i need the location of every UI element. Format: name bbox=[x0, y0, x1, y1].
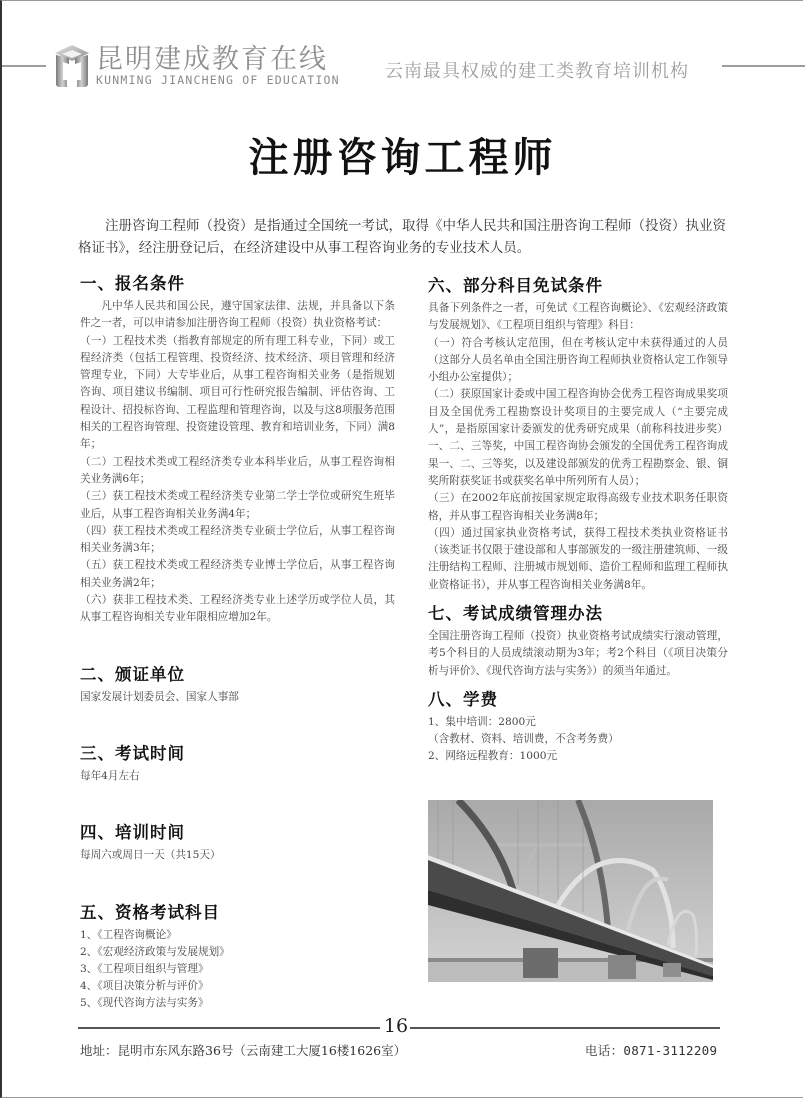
page-number: 16 bbox=[383, 1015, 409, 1037]
tuition-list bbox=[428, 714, 728, 766]
exemption-item: （一）符合考核认定范围，但在考核认定中未获得通过的人员（这部分人员名单由全国注册咨询工程师执业资格认定工作领导小组办公室提供）； bbox=[428, 336, 728, 384]
section-tuition bbox=[428, 686, 728, 766]
tuition-item: 1、集中培训：2800元 bbox=[428, 715, 536, 728]
section-registration bbox=[80, 270, 395, 627]
section-issuer bbox=[80, 661, 395, 706]
section-title: 六、部分科目免试条件 bbox=[428, 276, 603, 295]
exemption-item: （二）获原国家计委或中国工程咨询协会优秀工程咨询成果奖项目及全国优秀工程勘察设计奖项目的主要完成人（“主要完成人”，是指原国家计委颁发的优秀研究成果（前称科技进步奖）一、二、三等奖，中国工程咨询协会颁发的全国优秀工程咨询成果一、二、三等奖，以及建设部颁发的优秀工程勘察金、银、铜奖所附获奖证书或获奖名单中所列所有人员）； bbox=[428, 388, 728, 487]
section-title: 七、考试成绩管理办法 bbox=[428, 604, 603, 624]
tuition-item: （含教材、资料、培训费，不含考务费） bbox=[428, 733, 619, 746]
section-title: 四、培训时间 bbox=[80, 823, 185, 843]
right-column bbox=[428, 272, 728, 766]
section-text: 全国注册咨询工程师（投资）执业资格考试成绩实行滚动管理，考5个科目的人员成绩滚动期为3年；考2个科目（《项目决策分析与评价》、《现代咨询方法与实务》）的须当年通过。 bbox=[428, 630, 728, 677]
brand-name-en: KUNMING JIANCHENG OF EDUCATION bbox=[96, 73, 340, 87]
section-exam-time bbox=[80, 740, 395, 785]
subject-item: 5、《现代咨询方法与实务》 bbox=[80, 997, 209, 1010]
section-exam-subjects bbox=[80, 899, 395, 1013]
page-title: 注册咨询工程师 bbox=[248, 134, 557, 181]
section-exemption bbox=[428, 272, 728, 594]
footer-phone: 电话：0871-3112209 bbox=[585, 1043, 718, 1058]
subject-item: 3、《工程项目组织与管理》 bbox=[80, 962, 209, 975]
section-text: 每周六或周日一天（共15天） bbox=[80, 849, 221, 862]
jc-cube-logo-icon bbox=[53, 44, 91, 88]
subject-item: 4、《项目决策分析与评价》 bbox=[80, 980, 209, 993]
section-title: 五、资格考试科目 bbox=[80, 902, 220, 922]
header-rule-right bbox=[722, 65, 805, 67]
section-training-time bbox=[80, 819, 395, 864]
subject-item: 2、《宏观经济政策与发展规划》 bbox=[80, 945, 230, 958]
footer-address: 地址：昆明市东风东路36号（云南建工大厦16楼1626室） bbox=[80, 1043, 407, 1058]
section-title: 三、考试时间 bbox=[80, 743, 185, 763]
header-rule-left bbox=[2, 65, 46, 67]
left-column bbox=[80, 270, 395, 1013]
subject-item: 1、《工程咨询概论》 bbox=[80, 928, 177, 941]
condition-item: （三）获工程技术类或工程经济类专业第二学士学位或研究生班毕业后，从事工程咨询相关业务满4年； bbox=[80, 490, 395, 520]
exemption-item: （三）在2002年底前按国家规定取得高级专业技术职务任职资格，并从事工程咨询相关业务满8年； bbox=[428, 492, 728, 522]
header-slogan: 云南最具权威的建工类教育培训机构 bbox=[385, 61, 689, 82]
condition-item: （五）获工程技术类或工程经济类专业博士学位后，从事工程咨询相关业务满2年； bbox=[80, 559, 395, 589]
intro-paragraph: 注册咨询工程师（投资）是指通过全国统一考试，取得《中华人民共和国注册咨询工程师（投资）执业资格证书》，经注册登记后，在经济建设中从事工程咨询业务的专业技术人员。 bbox=[78, 217, 726, 256]
condition-item: （一）工程技术类（指教育部规定的所有理工科专业，下同）或工程经济类（包括工程管理、投资经济、技术经济、项目管理和经济管理专业，下同）大专毕业后，从事工程咨询相关业务（是指规划咨询、项目建议书编制、项目可行性研究报告编制、评估咨询、工程设计、招投标咨询、工程监理和管理咨询，以及与这8项服务范围相关的工程咨询管理、投资建设管理、教育和培训业务，下同）满8年； bbox=[80, 334, 395, 451]
section-lead: 具备下列条件之一者，可免试《工程咨询概论》、《宏观经济政策与发展规划》、《工程项目组织与管理》科目： bbox=[428, 302, 728, 332]
tuition-item: 2、网络远程教育：1000元 bbox=[428, 750, 558, 763]
section-text: 国家发展计划委员会、国家人事部 bbox=[80, 690, 239, 703]
section-text: 每年4月左右 bbox=[80, 769, 140, 782]
section-title: 一、报名条件 bbox=[80, 274, 185, 293]
condition-item: （四）获工程技术类或工程经济类专业硕士学位后，从事工程咨询相关业务满3年； bbox=[80, 524, 395, 555]
arch-bridge-photo bbox=[428, 800, 713, 982]
brand-name-cn: 昆明建成教育在线 bbox=[96, 44, 328, 75]
exemption-item: （四）通过国家执业资格考试，获得工程技术类执业资格证书（该类证书仅限于建设部和人事部颁发的一级注册建筑师、一级注册结构工程师、注册城市规划师、造价工程师和监理工程师执业资格证书），并从事工程咨询相关业务满8年。 bbox=[428, 526, 728, 591]
section-score-management bbox=[428, 600, 728, 680]
section-lead: 凡中华人民共和国公民，遵守国家法律、法规，并具备以下条件之一者，可以申请参加注册咨询工程师（投资）执业资格考试： bbox=[80, 300, 395, 330]
section-title: 八、学费 bbox=[428, 689, 498, 709]
condition-item: （二）工程技术类或工程经济类专业本科毕业后，从事工程咨询相关业务满6年； bbox=[80, 455, 395, 485]
condition-item: （六）获非工程技术类、工程经济类专业上述学历或学位人员，其从事工程咨询相关专业年限相应增加2年。 bbox=[80, 594, 395, 624]
section-title: 二、颁证单位 bbox=[80, 664, 185, 684]
footer-rule-left bbox=[78, 1027, 380, 1029]
subject-list bbox=[80, 927, 395, 1013]
footer-rule-right bbox=[410, 1027, 720, 1029]
